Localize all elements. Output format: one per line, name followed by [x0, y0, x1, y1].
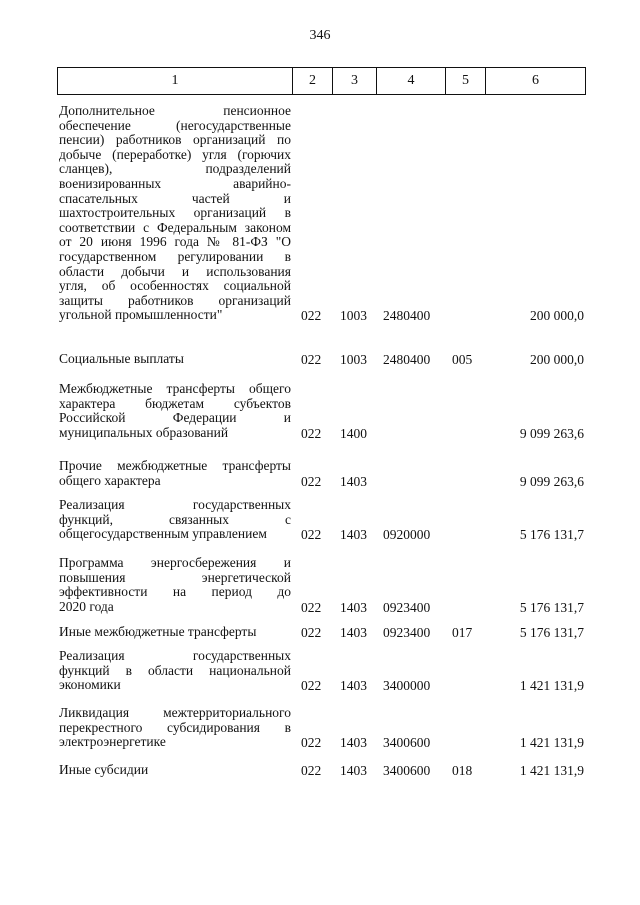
row-description	[59, 459, 291, 488]
row-c5-value: 005	[452, 352, 473, 367]
description-line: от 20 июня 1996 года № 81-ФЗ "О	[59, 234, 291, 250]
description-line: Межбюджетные трансферты общего	[59, 381, 291, 396]
row-c2-value: 022	[301, 308, 322, 324]
row-c3-value: 1403	[340, 527, 367, 543]
row-c4-value: 2480400	[383, 308, 431, 324]
row-c6-value: 1 421 131,9	[519, 678, 584, 694]
description-line: соответствии с Федеральным законом	[59, 219, 291, 235]
description-line: характера бюджетам субъектов	[59, 395, 291, 411]
column-header-4: 4	[377, 68, 446, 95]
description-line: перекрестного субсидирования в	[59, 719, 291, 735]
row-description	[59, 104, 291, 323]
description-line: пенсии) работников организаций по	[59, 132, 291, 148]
description-line: общего характера	[59, 472, 161, 488]
description-line: Реализация государственных	[59, 497, 291, 512]
description-line: Российской Федерации и	[59, 410, 291, 426]
row-c2-value: 022	[301, 352, 322, 367]
row-description	[59, 706, 291, 750]
description-line: повышения энергетической	[59, 569, 291, 585]
page-number: 346	[309, 28, 331, 43]
description-line: Ликвидация межтерриториального	[59, 705, 291, 720]
row-c6-value: 5 176 131,7	[519, 625, 584, 640]
description-line: военизированных аварийно-	[59, 175, 291, 191]
row-c2-value: 022	[301, 678, 322, 694]
description-line: Иные субсидии	[59, 762, 149, 777]
row-c6-value: 200 000,0	[530, 308, 584, 324]
row-c6-value: 5 176 131,7	[519, 527, 584, 543]
description-line: угля, об особенностях социальной	[59, 278, 291, 294]
row-description	[59, 649, 291, 693]
row-c6-value: 200 000,0	[530, 352, 584, 367]
column-header-2: 2	[293, 68, 333, 95]
description-line: Дополнительное пенсионное	[59, 103, 291, 118]
row-c6-value: 9 099 263,6	[519, 473, 584, 489]
description-line: шахтостроительных организаций в	[59, 205, 291, 221]
row-c4-value: 0920000	[383, 527, 431, 543]
description-line: сланцев), подразделений	[59, 161, 291, 177]
description-line: государственном регулировании в	[59, 248, 291, 264]
row-c6-value: 1 421 131,9	[519, 763, 584, 778]
description-line: электроэнергетике	[59, 734, 166, 750]
description-line: угольной промышленности"	[59, 307, 223, 323]
description-line: Прочие межбюджетные трансферты	[59, 458, 291, 473]
row-c4-value: 0923400	[383, 599, 431, 615]
description-line: защиты работников организаций	[59, 292, 291, 308]
description-line: Социальные выплаты	[59, 351, 184, 366]
row-description	[59, 625, 291, 640]
row-c5-value: 018	[452, 763, 473, 778]
description-line: муниципальных образований	[59, 424, 229, 440]
row-c6-value: 5 176 131,7	[519, 599, 584, 615]
column-header-5: 5	[446, 68, 486, 95]
description-line: обеспечение (негосударственные	[59, 117, 291, 133]
column-header-6: 6	[486, 68, 586, 95]
row-c3-value: 1403	[340, 735, 367, 751]
row-c3-value: 1003	[340, 308, 367, 324]
row-c3-value: 1403	[340, 763, 367, 778]
row-c5-value: 017	[452, 625, 473, 640]
row-c6-value: 1 421 131,9	[519, 735, 584, 751]
row-c4-value: 0923400	[383, 625, 431, 640]
row-c2-value: 022	[301, 735, 322, 751]
row-description	[59, 498, 291, 542]
row-c2-value: 022	[301, 599, 322, 615]
row-c4-value: 3400000	[383, 678, 431, 694]
description-line: функций, связанных с	[59, 511, 291, 527]
description-line: Программа энергосбережения и	[59, 555, 291, 570]
row-c4-value: 2480400	[383, 352, 431, 367]
column-header-row	[58, 68, 586, 95]
row-c3-value: 1403	[340, 599, 367, 615]
description-line: области добычи и использования	[59, 263, 291, 279]
row-c2-value: 022	[301, 527, 322, 543]
row-c6-value: 9 099 263,6	[519, 425, 584, 441]
row-description	[59, 763, 291, 778]
description-line: 2020 года	[59, 598, 114, 614]
row-c2-value: 022	[301, 763, 322, 778]
description-line: Реализация государственных	[59, 648, 291, 663]
row-c2-value: 022	[301, 425, 322, 441]
description-line: экономики	[59, 677, 121, 693]
row-description	[59, 352, 291, 367]
row-c3-value: 1403	[340, 678, 367, 694]
description-line: общегосударственным управлением	[59, 526, 267, 542]
description-line: спасательных частей и	[59, 190, 291, 206]
row-c3-value: 1400	[340, 425, 367, 441]
row-c3-value: 1403	[340, 625, 367, 640]
row-description	[59, 382, 291, 440]
column-header-3: 3	[333, 68, 377, 95]
row-description	[59, 556, 291, 614]
row-c3-value: 1003	[340, 352, 367, 367]
row-c4-value: 3400600	[383, 763, 431, 778]
description-line: добыче (переработке) угля (горючих	[59, 146, 291, 162]
column-header-1: 1	[58, 68, 293, 95]
description-line: Иные межбюджетные трансферты	[59, 624, 257, 639]
row-c2-value: 022	[301, 473, 322, 489]
row-c4-value: 3400600	[383, 735, 431, 751]
row-c3-value: 1403	[340, 473, 367, 489]
column-header-table	[57, 67, 586, 95]
row-c2-value: 022	[301, 625, 322, 640]
description-line: функций в области национальной	[59, 662, 291, 678]
description-line: эффективности на период до	[59, 584, 291, 600]
